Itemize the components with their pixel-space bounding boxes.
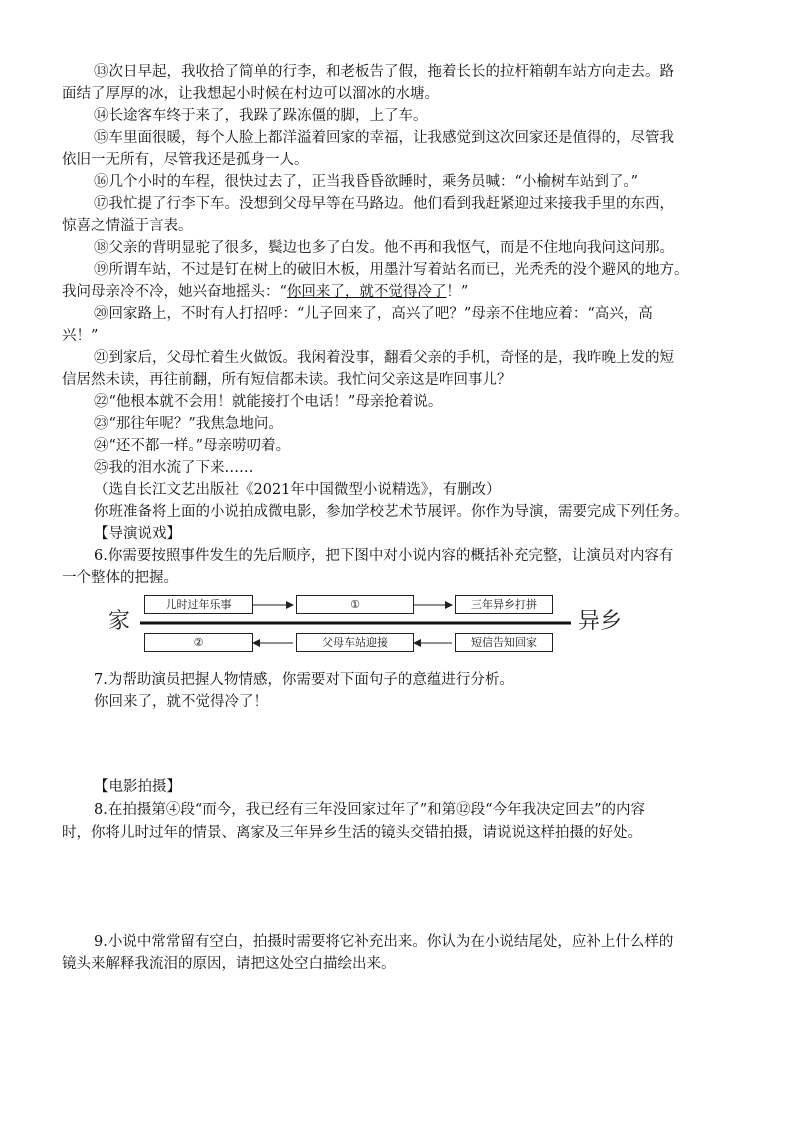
box-blank-2: ②	[144, 633, 253, 652]
paragraph-20-line2: 兴！”	[62, 328, 99, 344]
source-note: （选自长江文艺出版社《2021年中国微型小说精选》，有删改）	[94, 482, 501, 498]
section-director-heading: 【导演说戏】	[94, 526, 181, 542]
paragraph-17-line2: 惊喜之情溢于言表。	[62, 218, 193, 234]
paragraph-13-line1: ⑬次日早起，我收拾了简单的行李，和老板告了假，拖着长长的拉杆箱朝车站方向走去。路	[94, 64, 674, 80]
paragraph-15-line2: 依旧一无所有，尽管我还是孤身一人。	[62, 152, 309, 168]
paragraph-15-line1: ⑮车里面很暖，每个人脸上都洋溢着回家的幸福，让我感觉到这次回家还是值得的，尽管我	[94, 130, 674, 146]
paragraph-24: ㉔“还不都一样。”母亲唠叨着。	[94, 438, 291, 454]
question-9-line1: 9.小说中常常留有空白，拍摄时需要将它补充出来。你认为在小说结尾处，应补上什么样的	[94, 934, 674, 950]
label-away: 异乡	[578, 609, 623, 634]
box-childhood-new-year: 儿时过年乐事	[144, 595, 253, 614]
box-blank-1: ①	[296, 595, 414, 614]
box-sms-notice: 短信告知回家	[455, 633, 553, 652]
label-home: 家	[108, 609, 131, 634]
task-intro: 你班准备将上面的小说拍成微电影，参加学校艺术节展评。你作为导演，需要完成下列任务。	[94, 504, 689, 520]
paragraph-17-line1: ⑰我忙提了行李下车。没想到父母早等在马路边。他们看到我赶紧迎过来接我手里的东西，	[94, 196, 674, 212]
paragraph-18: ⑱父亲的背明显驼了很多，鬓边也多了白发。他不再和我怄气，而是不住地向我问这问那。	[94, 240, 674, 256]
paragraph-19-post: ！”	[446, 284, 469, 300]
paragraph-19-line1: ⑲所谓车站，不过是钉在树上的破旧木板，用墨汁写着站名而已，光秃秃的没个避风的地方。	[94, 262, 689, 278]
question-6-line1: 6.你需要按照事件发生的先后顺序，把下图中对小说内容的概括补充完整，让演员对内容有	[94, 548, 674, 564]
paragraph-20-line1: ⑳回家路上，不时有人打招呼：“儿子回来了，高兴了吧？”母亲不住地应着：“高兴，高	[94, 306, 653, 322]
question-9-line2: 镜头来解释我流泪的原因，请把这处空白描绘出来。	[62, 956, 396, 972]
underlined-quote: 你回来了，就不觉得冷了	[286, 284, 447, 300]
paragraph-13-line2: 面结了厚厚的冰，让我想起小时候在村边可以溜冰的水塘。	[62, 86, 439, 102]
question-6-line2: 一个整体的把握。	[62, 570, 178, 586]
paragraph-23: ㉓“那往年呢？”我焦急地问。	[94, 416, 283, 432]
paragraph-19-pre: 我问母亲冷不冷，她兴奋地摇头：“	[62, 284, 287, 300]
paragraph-21-line1: ㉑到家后，父母忙着生火做饭。我闲着没事，翻看父亲的手机，奇怪的是，我昨晚上发的短	[94, 350, 674, 366]
paragraph-21-line2: 信居然未读，再往前翻，所有短信都未读。我忙问父亲这是咋回事儿？	[62, 372, 512, 388]
question-7-quote: 你回来了，就不觉得冷了！	[94, 694, 268, 710]
box-parents-at-station: 父母车站迎接	[296, 633, 414, 652]
paragraph-16: ⑯几个小时的车程，很快过去了，正当我昏昏欲睡时，乘务员喊：“小榆树车站到了。”	[94, 174, 639, 190]
section-filming-heading: 【电影拍摄】	[94, 779, 181, 795]
paragraph-19-line2	[62, 282, 468, 302]
question-7-line1: 7.为帮助演员把握人物情感，你需要对下面句子的意蕴进行分析。	[94, 672, 514, 688]
paragraph-14: ⑭长途客车终于来了，我跺了跺冻僵的脚，上了车。	[94, 108, 428, 124]
paragraph-25: ㉕我的泪水流了下来……	[94, 460, 254, 476]
question-8-line2: 时，你将儿时过年的情景、离家及三年异乡生活的镜头交错拍摄，请说说这样拍摄的好处。	[62, 825, 642, 841]
paragraph-22: ㉒“他根本就不会用！就能接打个电话！”母亲抢着说。	[94, 394, 443, 410]
box-three-years-away: 三年异乡打拼	[455, 595, 553, 614]
question-8-line1: 8.在拍摄第④段“而今，我已经有三年没回家过年了”和第⑫段“今年我决定回去”的内容	[94, 802, 645, 818]
